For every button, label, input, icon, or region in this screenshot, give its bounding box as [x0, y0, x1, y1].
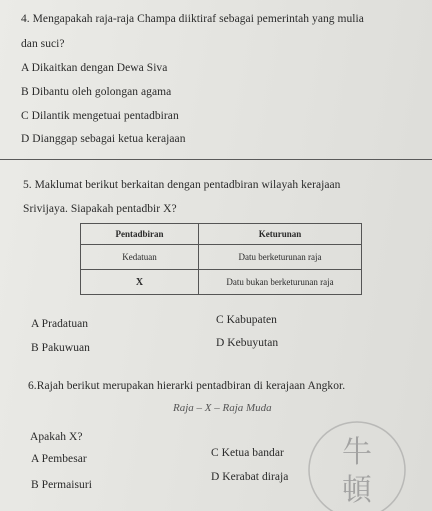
table-cell: Kedatuan	[81, 245, 199, 270]
q6-option-a[interactable]: A Pembesar	[31, 453, 87, 465]
q4-option-b[interactable]: B Dibantu oleh golongan agama	[21, 86, 172, 98]
q6-option-b[interactable]: B Permaisuri	[31, 479, 92, 491]
q6-prompt: Apakah X?	[30, 431, 83, 443]
q6-option-d[interactable]: D Kerabat diraja	[211, 471, 289, 483]
q5-question-line2: Srivijaya. Siapakah pentadbir X?	[23, 203, 177, 215]
table-cell: X	[81, 270, 199, 295]
q4-option-d[interactable]: D Dianggap sebagai ketua kerajaan	[21, 133, 186, 145]
seal-stamp	[305, 418, 409, 511]
q5-option-b[interactable]: B Pakuwuan	[31, 342, 90, 354]
q4-question-line1: 4. Mengapakah raja-raja Champa diiktiraf sebagai pemerintah yang mulia	[21, 13, 364, 25]
table-header-row	[81, 224, 362, 245]
svg-text:牛: 牛	[342, 435, 372, 470]
table-row	[81, 270, 362, 295]
section-divider	[0, 159, 432, 160]
table-row	[81, 245, 362, 270]
q5-option-c[interactable]: C Kabupaten	[216, 314, 277, 326]
angkor-hierarchy: Raja – X – Raja Muda	[173, 402, 272, 414]
q4-option-a[interactable]: A Dikaitkan dengan Dewa Siva	[21, 62, 168, 74]
table-header-cell: Keturunan	[199, 224, 362, 245]
table-cell: Datu bukan berketurunan raja	[199, 270, 362, 295]
table-cell: Datu berketurunan raja	[199, 245, 362, 270]
q6-option-c[interactable]: C Ketua bandar	[211, 447, 284, 459]
q6-question: 6.Rajah berikut merupakan hierarki pentadbiran di kerajaan Angkor.	[28, 380, 346, 392]
q5-question-line1: 5. Maklumat berikut berkaitan dengan pentadbiran wilayah kerajaan	[23, 179, 341, 191]
q5-option-a[interactable]: A Pradatuan	[31, 318, 89, 330]
q4-option-c[interactable]: C Dilantik mengetuai pentadbiran	[21, 110, 179, 122]
srivijaya-admin-table	[80, 223, 362, 295]
q4-question-line2: dan suci?	[21, 38, 65, 50]
svg-text:頓: 頓	[342, 473, 372, 508]
table-header-cell: Pentadbiran	[81, 224, 199, 245]
q5-option-d[interactable]: D Kebuyutan	[216, 337, 279, 349]
